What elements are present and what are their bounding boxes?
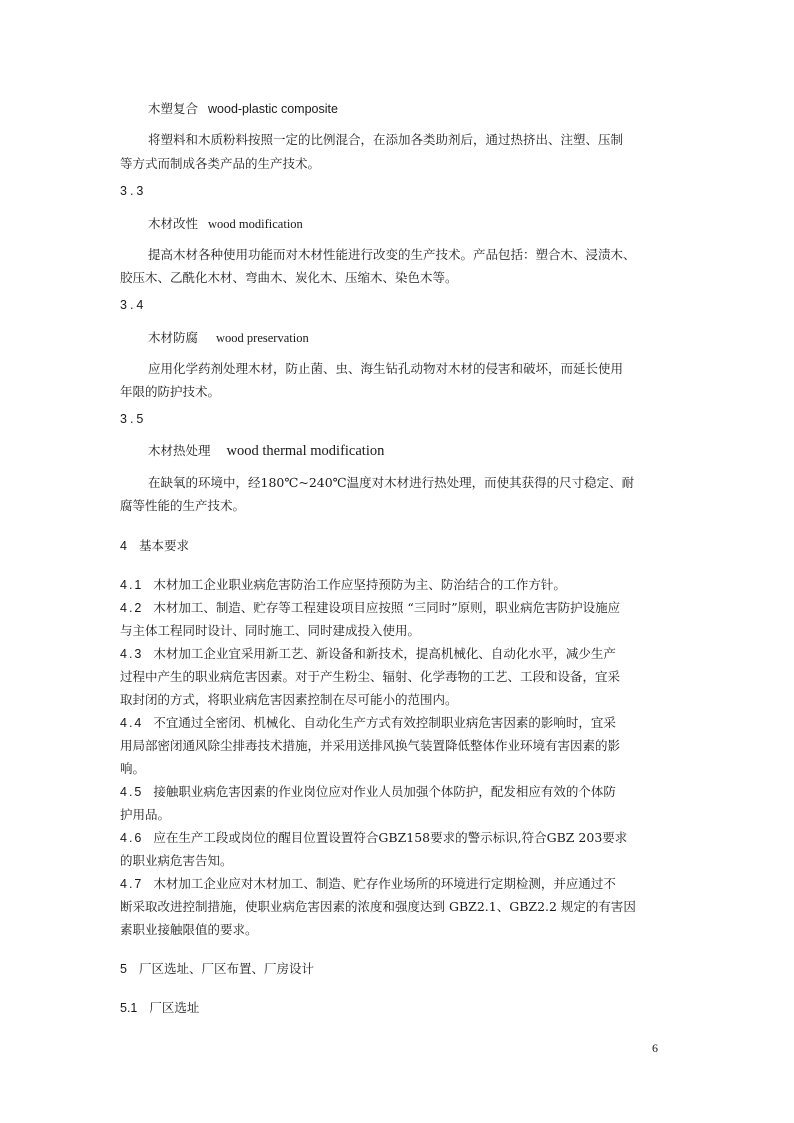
- clause-text: 素职业接触限值的要求。: [120, 922, 258, 937]
- term-desc-line: 提高木材各种使用功能而对木材性能进行改变的生产技术。产品包括：塑合木、浸渍木、: [148, 247, 636, 262]
- clause-4-5: [120, 782, 616, 800]
- clause-text: 木材加工企业宜采用新工艺、新设备和新技术，提高机械化、自动化水平，减少生产: [153, 646, 616, 661]
- clause-text: 与主体工程同时设计、同时施工、同时建成投入使用。: [120, 623, 421, 638]
- section-heading-5-1: [120, 998, 199, 1016]
- term-desc-line: 胶压木、乙酰化木材、弯曲木、炭化木、压缩木、染色木等。: [120, 270, 458, 285]
- clause-number: 3.4: [120, 298, 147, 312]
- term-cn: 木材改性: [148, 216, 199, 231]
- section-heading-4: [120, 536, 189, 554]
- clause-number: 4.4: [120, 716, 144, 730]
- section-title: 厂区选址: [149, 1000, 200, 1015]
- term-en: wood modification: [208, 217, 303, 231]
- clause-text: 断采取改进控制措施，使职业病危害因素的浓度和强度达到 GBZ2.1、GBZ2.2 规定的有害因: [120, 899, 636, 914]
- term-heading-thermal: [148, 441, 384, 460]
- clause-text: 木材加工企业应对木材加工、制造、贮存作业场所的环境进行定期检测，并应通过不: [153, 876, 616, 891]
- clause-text: 接触职业病危害因素的作业岗位应对作业人员加强个体防护，配发相应有效的个体防: [153, 784, 616, 799]
- term-desc-line: 年限的防护技术。: [120, 384, 221, 399]
- clause-4-1: [120, 575, 566, 593]
- clause-text: 木材加工企业职业病危害防治工作应坚持预防为主、防治结合的工作方针。: [153, 577, 566, 592]
- section-number: 5: [120, 962, 127, 976]
- clause-number: 4.3: [120, 647, 144, 661]
- term-cn: 木材防腐: [148, 330, 199, 345]
- term-en: wood-plastic composite: [208, 102, 338, 116]
- clause-number: 4.2: [120, 601, 144, 615]
- term-en: wood preservation: [216, 331, 309, 345]
- clause-number: 4.6: [120, 831, 144, 845]
- clause-number: 4.5: [120, 785, 144, 799]
- clause-number: 3.3: [120, 184, 147, 198]
- clause-number: 4.7: [120, 877, 144, 891]
- clause-text: 取封闭的方式，将职业病危害因素控制在尽可能小的范围内。: [120, 692, 458, 707]
- clause-text: 应在生产工段或岗位的醒目位置设置符合GBZ158要求的警示标识,符合GBZ 203要求: [153, 830, 628, 845]
- clause-4-3: [120, 644, 616, 662]
- section-heading-5: [120, 959, 314, 977]
- term-heading-wpc: [148, 99, 338, 117]
- section-number: 5.1: [120, 1001, 138, 1015]
- term-cn: 木材热处理: [148, 443, 211, 458]
- clause-4-6: [120, 828, 627, 846]
- term-desc-line: 等方式而制成各类产品的生产技术。: [120, 156, 321, 171]
- clause-number: 3.5: [120, 412, 147, 426]
- clause-text: 响。: [120, 761, 146, 776]
- term-desc-line: 在缺氧的环境中，经180℃~240℃温度对木材进行热处理，而使其获得的尺寸稳定、耐: [148, 475, 635, 490]
- term-cn: 木塑复合: [148, 101, 199, 116]
- clause-text: 不宜通过全密闭、机械化、自动化生产方式有效控制职业病危害因素的影响时，宜采: [153, 715, 616, 730]
- clause-text: 过程中产生的职业病危害因素。对于产生粉尘、辐射、化学毒物的工艺、工段和设备，宜采: [120, 669, 621, 684]
- clause-text: 护用品。: [120, 807, 171, 822]
- section-title: 基本要求: [138, 538, 189, 553]
- clause-text: 的职业病危害告知。: [120, 853, 233, 868]
- term-en: wood thermal modification: [226, 443, 385, 459]
- clause-4-2: [120, 598, 620, 616]
- term-desc-line: 应用化学药剂处理木材，防止菌、虫、海生钻孔动物对木材的侵害和破坏，而延长使用: [148, 361, 624, 376]
- clause-text: 木材加工、制造、贮存等工程建设项目应按照 “三同时”原则，职业病危害防护设施应: [153, 600, 621, 615]
- page-number: 6: [652, 1041, 658, 1055]
- clause-text: 用局部密闭通风除尘排毒技术措施，并采用送排风换气装置降低整体作业环境有害因素的影: [120, 738, 621, 753]
- clause-4-7: [120, 874, 616, 892]
- term-desc-line: 腐等性能的生产技术。: [120, 498, 246, 513]
- term-heading-modification: [148, 214, 303, 232]
- term-heading-preservation: [148, 328, 309, 346]
- section-number: 4: [120, 539, 127, 553]
- clause-4-4: [120, 713, 616, 731]
- clause-number: 4.1: [120, 578, 144, 592]
- section-title: 厂区选址、厂区布置、厂房设计: [138, 961, 314, 976]
- term-desc-line: 将塑料和木质粉料按照一定的比例混合，在添加各类助剂后，通过热挤出、注塑、压制: [148, 132, 624, 147]
